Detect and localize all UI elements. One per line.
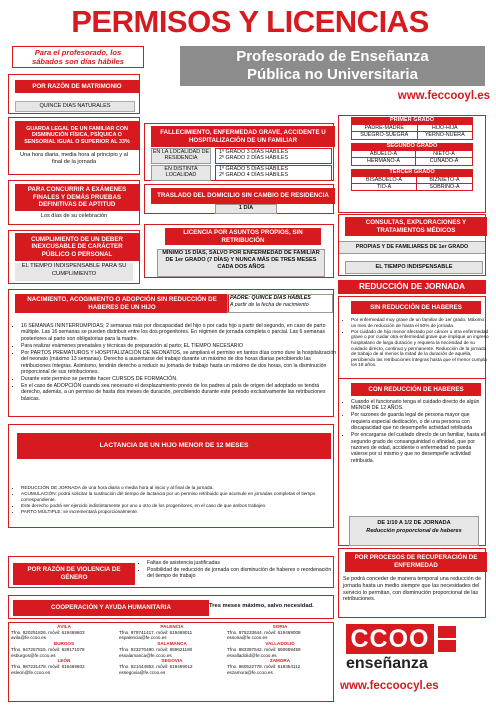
consultas-block — [338, 214, 486, 276]
province-col-1 — [11, 624, 117, 675]
list-item: • Este derecho podrá ser ejercido indistintamente por uno u otro de los progenitores, en el caso de que ambos trabajen. — [21, 503, 337, 509]
provinces-block — [8, 622, 334, 702]
province-name: BURGOS — [53, 641, 75, 647]
examenes-value: Los días de su celebración — [40, 213, 108, 219]
table-row — [352, 150, 473, 157]
asuntos-value: MÍNIMO 15 DÍAS, SALVO POR ENFERMEDAD DE FAMILIAR DE 1er GRADO (7 DÍAS) Y NUNCA MÁS DE TRES MESES CADA DOS AÑOS — [157, 249, 325, 277]
violencia-list — [139, 560, 337, 580]
traslado-value: 1 DÍA — [215, 204, 277, 214]
list-item: • Durante este permiso se permite hacer CURSOS DE FORMACIÓN. — [21, 376, 337, 382]
table-row — [352, 158, 473, 165]
table-row — [352, 176, 473, 183]
reduccion-title: REDUCCIÓN DE JORNADA — [338, 280, 486, 294]
guarda-title: GUARDA LEGAL DE UN FAMILIAR CON DISMINUCIÓN FÍSICA, PSÍQUICA O SENSORIAL IGUAL O SUPERIOR AL 33% — [15, 121, 139, 150]
kin-cell: BISABUELO-A — [352, 176, 417, 183]
ccoo-logo — [346, 624, 458, 654]
deber-value: EL TIEMPO INDISPENSABLE PARA SU CUMPLIMIENTO — [15, 263, 133, 281]
deber-title: CUMPLIMIENTO DE UN DEBER INEXCUSABLE DE CARÁCTER PÚBLICO O PERSONAL — [15, 233, 139, 261]
brand-name: enseñanza — [346, 655, 428, 672]
examenes-title: PARA CONCURRIR A EXÁMENES FINALES Y DEMÁS PRUEBAS DEFINITIVAS DE APTITUD — [15, 184, 139, 211]
list-item: • Por encargarse del cuidado directo de un familiar, hasta el segundo grado de consanguinidad o afinidad, que por razones de edad, accidente o enfermedad no pueda valerse por sí mismo y que no desempeñe actividad retribuida. — [351, 432, 489, 464]
ccoo-mark-icon — [438, 640, 456, 652]
lactancia-title: LACTANCIA DE UN HIJO MENOR DE 12 MESES — [17, 433, 331, 459]
fallecimiento-local-values — [215, 148, 332, 164]
fallecimiento-other-values — [215, 165, 332, 181]
kin-cell: ABUELO-A — [352, 150, 416, 157]
list-item: • Posibilidad de reducción de jornada con disminución de haberes o reordenación del tiempo de trabajo — [147, 567, 337, 580]
province-email[interactable]: esburgos@fe.ccoo.es — [11, 652, 56, 658]
fraction-box — [349, 516, 479, 546]
sin-reduccion-block — [338, 296, 489, 382]
province-phone: Tfno. 920251826. móvil: 619469603 — [11, 629, 85, 635]
con-reduccion-list — [343, 399, 489, 465]
province-name: SEGOVIA — [161, 658, 183, 664]
second-grade-table — [351, 150, 473, 166]
fallecimiento-block — [144, 123, 334, 181]
kin-cell: NIETO-A — [416, 150, 473, 157]
list-item: • Para realizar exámenes prenatales y técnicas de preparación al parto; EL TIEMPO NECESARIO — [21, 343, 337, 349]
nacimiento-title: NACIMIENTO, ACOGIMIENTO O ADOPCIÓN SIN REDUCCIÓN DE HABERES DE UN HIJO — [15, 294, 229, 313]
kin-cell: HERMANO-A — [352, 158, 416, 165]
grades-block — [338, 115, 486, 213]
local-grade-1: 1º GRADO 3 DÍAS HÁBILES — [219, 149, 289, 155]
guarda-value: Una hora diaria, media hora al principio y al final de la jornada — [20, 152, 128, 165]
kin-cell: YERNO-NUERA — [417, 132, 473, 139]
recuperacion-title: POR PROCESOS DE RECUPERACIÓN DE ENFERMEDAD — [345, 552, 487, 572]
province-phone: Tfno. 983397542. móvil: 650659459 — [227, 646, 301, 652]
note-line-2: sábados son días hábiles — [31, 57, 124, 67]
province-email[interactable]: esvalladolid@fe.ccoo.es — [227, 652, 277, 658]
note-line-1: Para el profesorado, los — [34, 48, 122, 57]
province-name: ÁVILA — [57, 624, 71, 629]
violencia-title: POR RAZÓN DE VIOLENCIA DE GÉNERO — [13, 563, 135, 585]
kin-cell: HIJO-HIJA — [417, 125, 473, 132]
padre-line-2: A partir de la fecha de nacimiento — [230, 302, 309, 308]
asuntos-title: LICENCIA POR ASUNTOS PROPIOS, SIN RETRIBUCIÓN — [165, 228, 321, 245]
professorate-note — [12, 46, 144, 68]
ccoo-logo-text: CCOO — [346, 624, 434, 654]
province-phone: Tfno. 980522778. móvil: 618354112 — [227, 663, 301, 669]
traslado-title: TRASLADO DEL DOMICILIO SIN CAMBIO DE RESIDENCIA — [151, 188, 335, 204]
province-phone: Tfno. 921444853. móvil: 619469012 — [119, 663, 193, 669]
kin-cell: PADRE-MADRE — [352, 125, 418, 132]
kin-cell: SOBRINO-A — [417, 184, 473, 191]
consultas-row-1: PROPIAS Y DE FAMILIARES DE 1er GRADO — [339, 241, 485, 254]
list-item: • Por cuidado de hijo menor afectado por cáncer u otra enfermedad grave o por cuidar otra enfermedad grave que implique un ingreso hospitalario de larga duración y requiera la necesidad de su cuidado directo, continuo y permanente. Reducción de la jornada de trabajo de al menos la mitad de la duración de aquella, percibiendo las retribuciones íntegras hasta que el menor cumpla los 18 años. — [351, 329, 489, 368]
consultas-row-2: EL TIEMPO INDISPENSABLE — [345, 261, 483, 274]
kin-cell: BIZNIETO-A — [417, 176, 473, 183]
province-name: PALENCIA — [160, 624, 184, 629]
list-item: • Faltas de asistencia justificadas — [147, 560, 337, 566]
province-name: LEÓN — [57, 658, 71, 664]
kin-cell: SUEGRO-SUEGRA — [352, 132, 418, 139]
nacimiento-list — [13, 323, 337, 403]
recuperacion-value: Se podrá conceder de manera temporal una reducción de jornada hasta un medio siempre que las necesidades del servicio lo permitan, con disminución proporcional de las retribuciones. — [343, 576, 482, 603]
province-email[interactable]: essoria@fe.ccoo.es — [227, 635, 268, 641]
province-name: SALAMANCA — [157, 641, 187, 647]
cooperacion-block — [8, 595, 334, 619]
province-phone: Tfno. 975233644. móvil: 619469008 — [227, 629, 301, 635]
province-name: SORIA — [272, 624, 288, 629]
fallecimiento-other-label: EN DISTINTA LOCALIDAD — [151, 165, 211, 181]
other-grade-2: 2º GRADO 4 DÍAS HÁBILES — [219, 172, 289, 179]
province-col-3 — [227, 624, 333, 675]
table-row — [352, 184, 473, 191]
padre-line-1: PADRE: QUINCE DÍAS HÁBILES — [230, 295, 311, 301]
deber-block — [8, 230, 140, 284]
province-phone: Tfno. 947257815. móvil: 628171078 — [11, 646, 85, 652]
list-item: • Por razones de guarda legal de persona mayor que requiera especial dedicación, o de una persona con discapacidad que no desempeñe actividad retribuida — [351, 412, 489, 431]
kin-cell: TIO-A — [352, 184, 417, 191]
traslado-block — [144, 184, 334, 214]
matrimonio-value: QUINCE DIAS NATURALES — [15, 101, 135, 112]
footer-website[interactable]: www.feccoocyl.es — [340, 680, 439, 692]
list-item: • PARTO MÚLTIPLE: se incrementará proporcionalmente. — [21, 509, 337, 515]
con-reduccion-title: CON REDUCCIÓN DE HABERES — [351, 383, 481, 396]
province-phone: Tfno. 923270490. móvil: 659621180 — [119, 646, 193, 652]
second-grade-title: SEGUNDO GRADO — [351, 143, 473, 150]
header-website[interactable]: www.feccooyl.es — [397, 90, 490, 102]
sin-reduccion-title: SIN REDUCCIÓN DE HABERES — [351, 301, 481, 314]
asuntos-block — [144, 224, 334, 278]
province-email[interactable]: eszamora@fe.ccoo.es — [227, 669, 273, 675]
ccoo-mark-icon — [438, 626, 456, 638]
fraction-note: Reducción proporcional de haberes — [366, 528, 462, 534]
lactancia-list — [13, 485, 337, 515]
sin-reduccion-list — [343, 317, 489, 369]
first-grade-table — [351, 124, 473, 140]
kin-cell: CUÑADO-A — [416, 158, 473, 165]
local-grade-2: 2º GRADO 2 DÍAS HÁBILES — [219, 155, 289, 162]
province-email[interactable]: espalencia@fe.ccoo.es — [119, 635, 167, 641]
list-item: • Cuando el funcionario tenga el cuidado directo de algún MENOR DE 12 AÑOS. — [351, 399, 489, 412]
province-phone: Tfno. 979741417. móvil: 619469011 — [119, 629, 193, 635]
list-item: • REDUCCIÓN DE JORNADA de una hora diaria o media hora al inicio y al final de la jornada. — [21, 485, 337, 491]
subtitle-line-1: Profesorado de Enseñanza — [236, 48, 429, 65]
first-grade-title: PRIMER GRADO — [351, 117, 473, 124]
padre-box — [227, 294, 333, 313]
subtitle-line-2: Pública no Universitaria — [247, 66, 418, 83]
cooperacion-value: Tres meses máximo, salvo necesidad. — [209, 603, 314, 609]
third-grade-table — [351, 176, 473, 192]
list-item: • Por enfermedad muy grave de un familiar de 1er grado. Máximo un mes de reducción de hasta el 50% de jornada. — [351, 317, 489, 328]
list-item: • En el caso de ADOPCIÓN cuando sea necesario el desplazamiento previo de los padres al país de origen del adoptado se tendrá derecho, además, a un permiso de hasta dos meses de duración, percibiendo durante este periodo exclusivamente las retribuciones básicas. — [21, 383, 337, 402]
nacimiento-block — [8, 289, 337, 417]
list-item: • ACUMULACIÓN: podrá solicitar la sustitución del tiempo de lactancia por un permiso retribuido que acumule en jornadas completas el tiempo correspondiente. — [21, 491, 337, 502]
violencia-block — [8, 556, 334, 588]
province-phone: Tfno. 987231478. móvil: 619469603 — [11, 663, 85, 669]
lactancia-block — [8, 424, 334, 528]
province-email[interactable]: essegovia@fe.ccoo.es — [119, 669, 166, 675]
fraction-value: DE 1/10 A 1/2 DE JORNADA — [377, 520, 451, 526]
fallecimiento-local-label: EN LA LOCALIDAD DE RESIDENCIA — [151, 148, 211, 164]
province-name: ZAMORA — [269, 658, 291, 664]
table-row — [352, 132, 473, 139]
cooperacion-title: COOPERACIÓN Y AYUDA HUMANITARIA — [13, 600, 209, 616]
recuperacion-block — [338, 548, 486, 618]
other-grade-1: 1º GRADO 5 DÍAS HÁBILES — [219, 166, 289, 172]
page-title: PERMISOS Y LICENCIAS — [71, 4, 429, 39]
table-row — [352, 125, 473, 132]
list-item: • 16 SEMANAS ININTERRUMPIDAS; 2 semanas más por discapacidad del hijo o por cada hijo a partir del segundo, en caso de parto múltiple. Las 16 semanas se pueden distribuir entre los dos progenitores. En régimen de jornada completa o parcial. Las 6 semanas posteriores al parto son obligatorias para la madre. — [21, 323, 337, 342]
con-reduccion-block — [338, 378, 486, 546]
guarda-block — [8, 117, 140, 175]
list-item: • Por PARTOS PREMATUROS Y HOSPITALIZACIÓN DE NEONATOS, se ampliará el permiso en tantos días como dure la hospitalización del neonato (máximo 13 semanas). Derecho a ausentarse del trabajo durante un máximo de dos horas diarias percibiendo las retribuciones íntegras. Asimismo, tendrán derecho a reducir su jornada de trabajo hasta un máximo de dos horas, con la disminución proporcional de sus retribuciones. — [21, 350, 337, 376]
province-email[interactable]: essalamanca@fe.ccoo.es — [119, 652, 172, 658]
third-grade-title: TERCER GRADO — [351, 169, 473, 176]
subtitle-banner — [180, 46, 485, 86]
province-email[interactable]: avila@fe.ccoo.es — [11, 635, 47, 641]
consultas-title: CONSULTAS, EXPLORACIONES Y TRATAMIENTOS MÉDICOS — [345, 217, 487, 236]
fallecimiento-title: FALLECIMIENTO, ENFERMEDAD GRAVE, ACCIDENTE U HOSPITALIZACIÓN DE UN FAMILIAR — [151, 126, 335, 147]
examenes-block — [8, 180, 140, 225]
province-name: VALLADOLID — [265, 641, 295, 647]
province-email[interactable]: esleon@fe.ccoo.es — [11, 669, 51, 675]
province-col-2 — [119, 624, 225, 675]
matrimonio-block — [8, 74, 140, 114]
matrimonio-title: POR RAZÓN DE MATRIMONIO — [15, 80, 139, 93]
